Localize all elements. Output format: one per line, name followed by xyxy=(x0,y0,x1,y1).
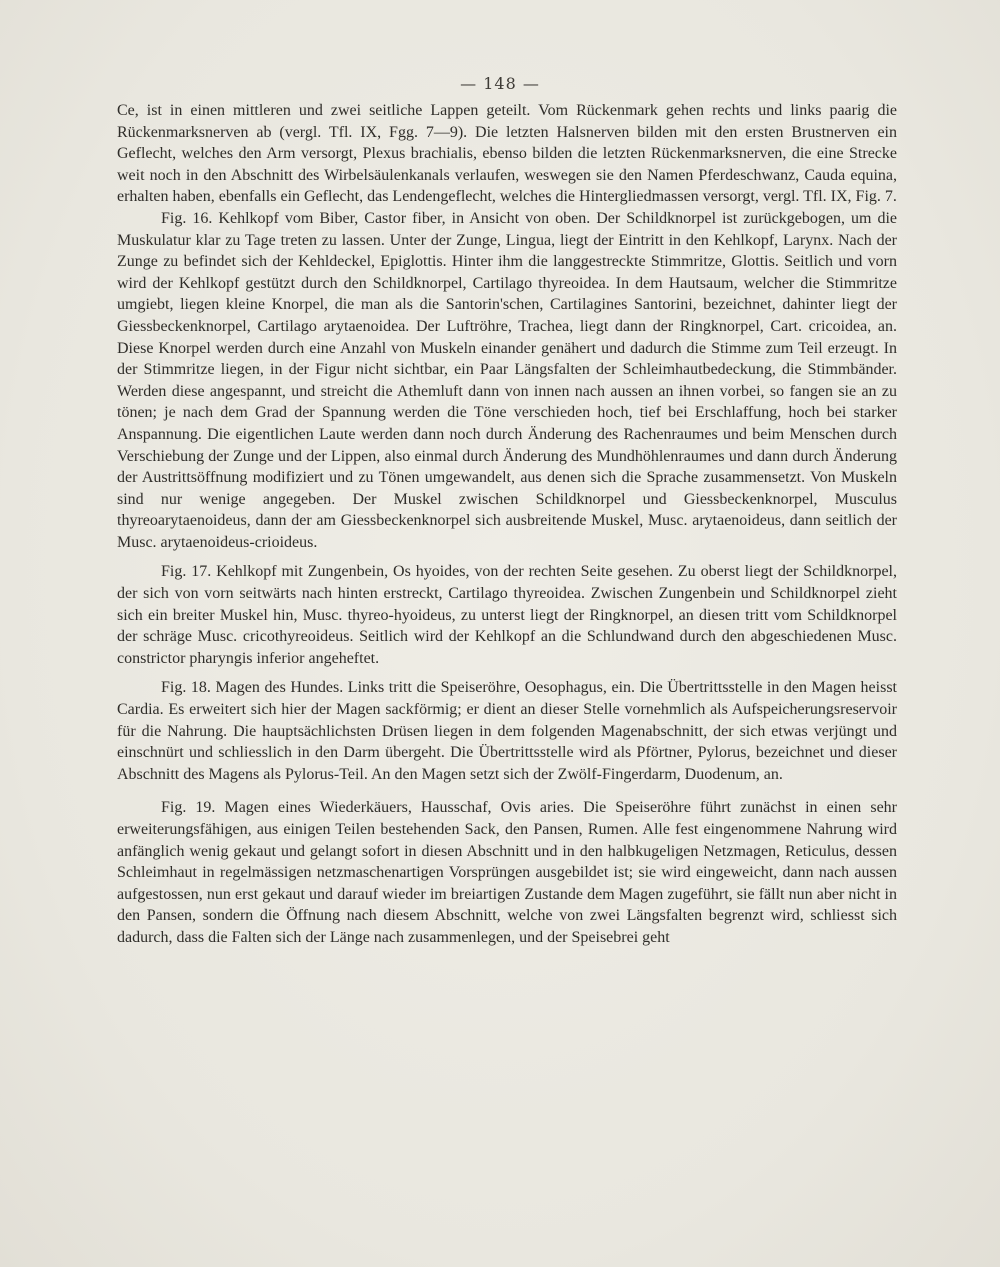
paragraph-fig-17: Fig. 17. Kehlkopf mit Zungenbein, Os hyoides, von der rechten Seite gesehen. Zu oberst liegt der Schildknorpel, der sich von vorn seitwärts nach hinten erstreckt, Cartilago thyreoidea. Zwischen Zungenbein und Schildknorpel zieht sich ein breiter Muskel hin, Musc. thyreo-hyoideus, zu unterst liegt der Ringknorpel, an diesen tritt vom Schildknorpel der schräge Musc. cricothyreoideus. Seitlich wird der Kehlkopf an die Schlundwand durch den abgeschiedenen Musc. constrictor pharyngis inferior angeheftet. xyxy=(117,563,897,667)
paragraph-fig-19: Fig. 19. Magen eines Wiederkäuers, Hausschaf, Ovis aries. Die Speiseröhre führt zunächst in einen sehr erweiterungsfähigen, aus einigen Teilen bestehenden Sack, den Pansen, Rumen. Alle fest eingenommene Nahrung wird anfänglich wenig gekaut und gelangt sofort in diesen Abschnitt und in den halbkugeligen Netzmagen, Reticulus, dessen Schleimhaut in regelmässigen netzmaschenartigen Vorsprüngen ausgebildet ist; sie wird eingeweicht, dann nach aussen aufgestossen, nun erst gekaut und darauf wieder im breiartigen Zustande dem Magen zugeführt, sie fällt nun aber nicht in den Pansen, sondern die Öffnung nach diesem Abschnitt, welche von zwei Längsfalten begrenzt wird, schliesst sich dadurch, dass die Falten sich der Länge nach zusammenlegen, und der Speisebrei geht xyxy=(117,799,897,946)
paragraph-fig-16: Fig. 16. Kehlkopf vom Biber, Castor fiber, in Ansicht von oben. Der Schildknorpel ist zurückgebogen, um die Muskulatur klar zu Tage treten zu lassen. Unter der Zunge, Lingua, liegt der Eintritt in den Kehlkopf, Larynx. Nach der Zunge zu befindet sich der Kehldeckel, Epiglottis. Hinter ihm die langgestreckte Stimmritze, Glottis. Seitlich und vorn wird der Kehlkopf gestützt durch den Schildknorpel, Cartilago thyreoidea. In dem Hautsaum, welcher die Stimmritze umgiebt, liegen kleine Knorpel, die man als die Santorin'schen, Cartilagines Santorini, bezeichnet, dahinter liegt der Giessbeckenknorpel, Cartilago arytaenoidea. Der Luftröhre, Trachea, liegt dann der Ringknorpel, Cart. cricoidea, an. Diese Knorpel werden durch eine Anzahl von Muskeln einander genähert und dadurch die Stimme zum Teil erzeugt. In der Stimmritze liegen, in der Figur nicht sichtbar, ein Paar Längsfalten der Schleimhautbedeckung, die Stimmbänder. Werden diese angespannt, und streicht die Athemluft dann von innen nach aussen an ihnen vorbei, so fangen sie an zu tönen; je nach dem Grad der Spannung werden die Töne verschieden hoch, tief bei Erschlaffung, hoch bei starker Anspannung. Die eigentlichen Laute werden dann noch durch Änderung des Rachenraumes und beim Menschen durch Verschiebung der Zunge und der Lippen, also einmal durch Änderung des Mundhöhlenraumes und dann durch Änderung der Austrittsöffnung modifiziert und zu Tönen umgewandelt, aus denen sich die Sprache zusammensetzt. Von Muskeln sind nur wenige angegeben. Der Muskel zwischen Schildknorpel und Giessbeckenknorpel, Musculus thyreoarytaenoideus, dann der am Giessbeckenknorpel sich ausbreitende Muskel, Musc. arytaenoideus, dann seitlich der Musc. arytaenoideus-crioideus. xyxy=(117,209,897,551)
body-text xyxy=(117,100,897,949)
paragraph-fig-18: Fig. 18. Magen des Hundes. Links tritt die Speiseröhre, Oesophagus, ein. Die Übertrittsstelle in den Magen heisst Cardia. Es erweitert sich hier der Magen sackförmig; er dient an dieser Stelle vornehmlich als Aufspeicherungsreservoir für die Nahrung. Die hauptsächlichsten Drüsen liegen in dem folgenden Magenabschnitt, der sich etwas verjüngt und einschnürt und schliesslich in den Darm übergeht. Die Übertrittsstelle wird als Pförtner, Pylorus, bezeichnet und dieser Abschnitt des Magens als Pylorus-Teil. An den Magen setzt sich der Zwölf-Fingerdarm, Duodenum, an. xyxy=(117,679,897,783)
paragraph-continuation: Ce, ist in einen mittleren und zwei seitliche Lappen geteilt. Vom Rückenmark gehen rechts und links paarig die Rückenmarksnerven ab (vergl. Tfl. IX, Fgg. 7—9). Die letzten Halsnerven bilden mit den ersten Brustnerven ein Geflecht, welches den Arm versorgt, Plexus brachialis, ebenso bilden die letzten Rückenmarksnerven, die eine Strecke weit noch in den Abschnitt des Wirbelsäulenkanals verlaufen, weswegen sie den Namen Pferdeschwanz, Cauda equina, erhalten haben, ebenfalls ein Geflecht, das Lendengeflecht, welches die Hintergliedmassen versorgt, vergl. Tfl. IX, Fig. 7. xyxy=(117,102,897,206)
page-number: — 148 — xyxy=(460,74,540,93)
